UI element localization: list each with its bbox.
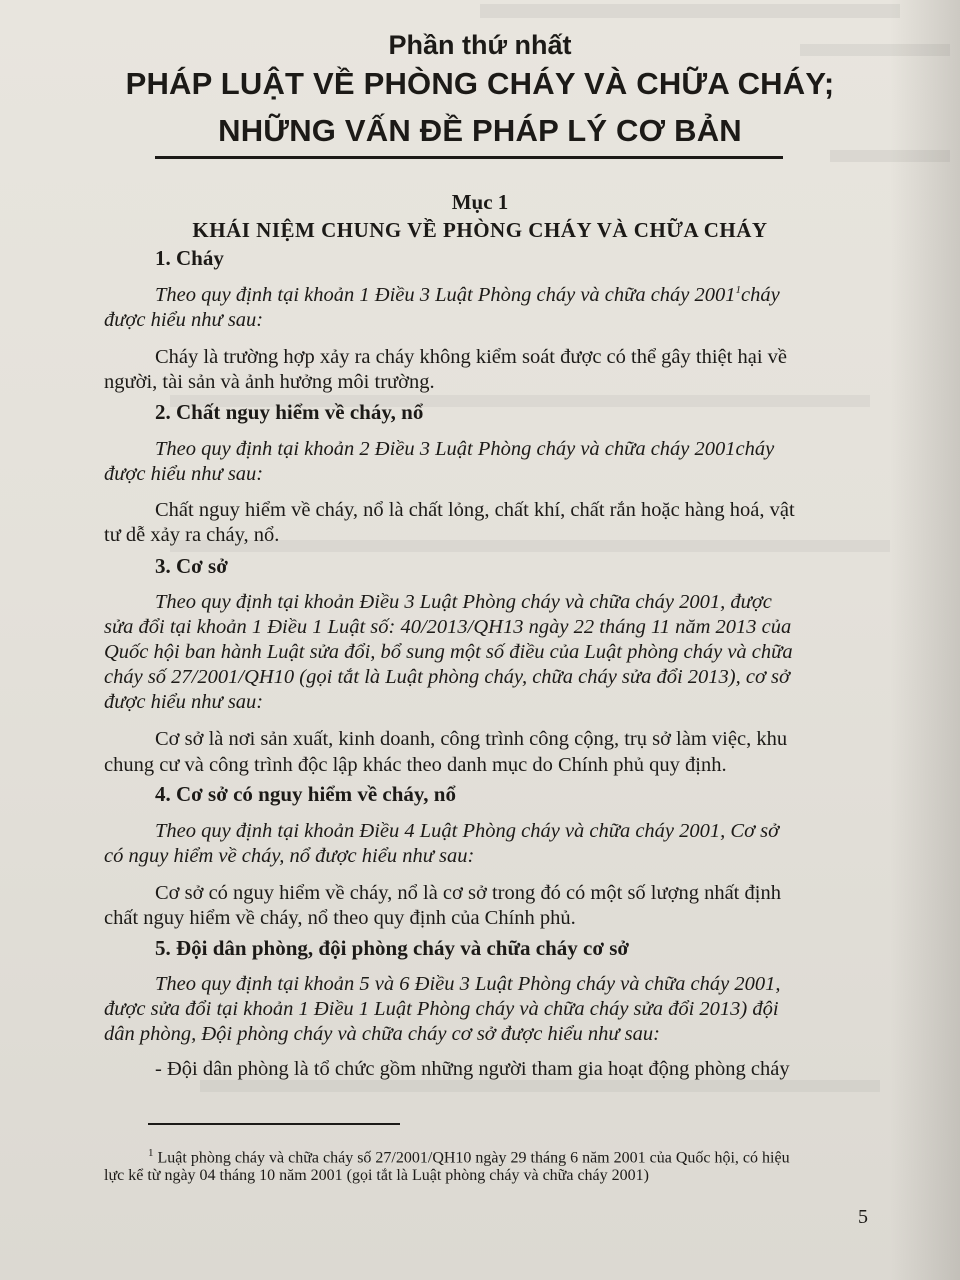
item-3-intro-line: cháy số 27/2001/QH10 (gọi tắt là Luật phòng cháy, chữa cháy sửa đổi 2013), cơ sở xyxy=(104,666,790,688)
section-title: KHÁI NIỆM CHUNG VỀ PHÒNG CHÁY VÀ CHỮA CHÁY xyxy=(192,218,768,242)
item-4-heading: 4. Cơ sở có nguy hiểm về cháy, nổ xyxy=(155,782,456,806)
bleed-through-mark xyxy=(200,1080,880,1092)
item-4-body-line: chất nguy hiểm về cháy, nổ theo quy định của Chính phủ. xyxy=(104,907,576,929)
item-1-intro-text: Theo quy định tại khoản 1 Điều 3 Luật Phòng cháy và chữa cháy 2001 xyxy=(155,284,736,306)
footnote-marker: 1 xyxy=(148,1147,154,1159)
item-5-intro-line: Theo quy định tại khoản 5 và 6 Điều 3 Luật Phòng cháy và chữa cháy 2001, xyxy=(155,973,781,995)
item-2-intro-line: Theo quy định tại khoản 2 Điều 3 Luật Phòng cháy và chữa cháy 2001cháy xyxy=(155,438,775,460)
part-label: Phần thứ nhất xyxy=(388,30,572,60)
footnote-line xyxy=(148,1147,790,1167)
section-label: Mục 1 xyxy=(451,190,509,214)
item-5-intro-line: dân phòng, Đội phòng cháy và chữa cháy cơ sở được hiểu như sau: xyxy=(104,1023,660,1045)
item-2-body-line: Chất nguy hiểm về cháy, nổ là chất lỏng, chất khí, chất rắn hoặc hàng hoá, vật xyxy=(155,499,795,521)
part-title-line-2: NHỮNG VẤN ĐỀ PHÁP LÝ CƠ BẢN xyxy=(218,113,742,148)
item-5-heading: 5. Đội dân phòng, đội phòng cháy và chữa cháy cơ sở xyxy=(155,936,630,960)
item-5-intro-line: được sửa đổi tại khoản 1 Điều 1 Luật Phòng cháy và chữa cháy sửa đổi 2013) đội xyxy=(104,998,779,1020)
footnote-line: lực kể từ ngày 04 tháng 10 năm 2001 (gọi tắt là Luật phòng cháy và chữa cháy 2001) xyxy=(104,1167,649,1184)
title-underline xyxy=(155,156,783,159)
item-3-intro-line: Quốc hội ban hành Luật sửa đổi, bổ sung một số điều của Luật phòng cháy và chữa xyxy=(104,641,793,663)
item-5-body-line: - Đội dân phòng là tổ chức gồm những người tham gia hoạt động phòng cháy xyxy=(155,1058,790,1080)
item-4-intro-line: có nguy hiểm về cháy, nổ được hiểu như sau: xyxy=(104,845,475,867)
bleed-through-mark xyxy=(830,150,950,162)
item-3-body-line: chung cư và công trình độc lập khác theo danh mục do Chính phủ quy định. xyxy=(104,754,727,776)
item-3-intro-line: Theo quy định tại khoản Điều 3 Luật Phòng cháy và chữa cháy 2001, được xyxy=(155,591,772,613)
item-1-intro-line: được hiểu như sau: xyxy=(104,309,264,331)
item-1-intro-text-cont: cháy xyxy=(741,284,780,306)
item-3-intro-line: được hiểu như sau: xyxy=(104,691,264,713)
page-number: 5 xyxy=(858,1206,868,1228)
item-3-heading: 3. Cơ sở xyxy=(155,554,228,578)
item-2-body-line: tư dễ xảy ra cháy, nổ. xyxy=(104,524,280,546)
footnote-separator xyxy=(148,1123,400,1125)
item-4-intro-line: Theo quy định tại khoản Điều 4 Luật Phòng cháy và chữa cháy 2001, Cơ sở xyxy=(155,820,780,842)
part-title-line-1: PHÁP LUẬT VỀ PHÒNG CHÁY VÀ CHỮA CHÁY; xyxy=(125,66,835,101)
footnote-reference[interactable]: 1 xyxy=(735,284,742,297)
item-1-heading: 1. Cháy xyxy=(155,246,224,270)
item-2-intro-line: được hiểu như sau: xyxy=(104,463,264,485)
item-2-heading: 2. Chất nguy hiểm về cháy, nổ xyxy=(155,400,424,424)
item-3-intro-line: sửa đổi tại khoản 1 Điều 1 Luật số: 40/2013/QH13 ngày 22 tháng 11 năm 2013 của xyxy=(104,616,792,638)
item-1-body-line: Cháy là trường hợp xảy ra cháy không kiểm soát được có thể gây thiệt hại về xyxy=(155,346,787,368)
item-3-body-line: Cơ sở là nơi sản xuất, kinh doanh, công trình công cộng, trụ sở làm việc, khu xyxy=(155,728,788,750)
item-1-intro-line xyxy=(155,284,780,307)
bleed-through-mark xyxy=(480,4,900,18)
item-1-body-line: người, tài sản và ảnh hưởng môi trường. xyxy=(104,371,435,393)
footnote-text: Luật phòng cháy và chữa cháy số 27/2001/QH10 ngày 29 tháng 6 năm 2001 của Quốc hội, có hiệu xyxy=(157,1149,790,1167)
item-4-body-line: Cơ sở có nguy hiểm về cháy, nổ là cơ sở trong đó có một số lượng nhất định xyxy=(155,882,781,904)
